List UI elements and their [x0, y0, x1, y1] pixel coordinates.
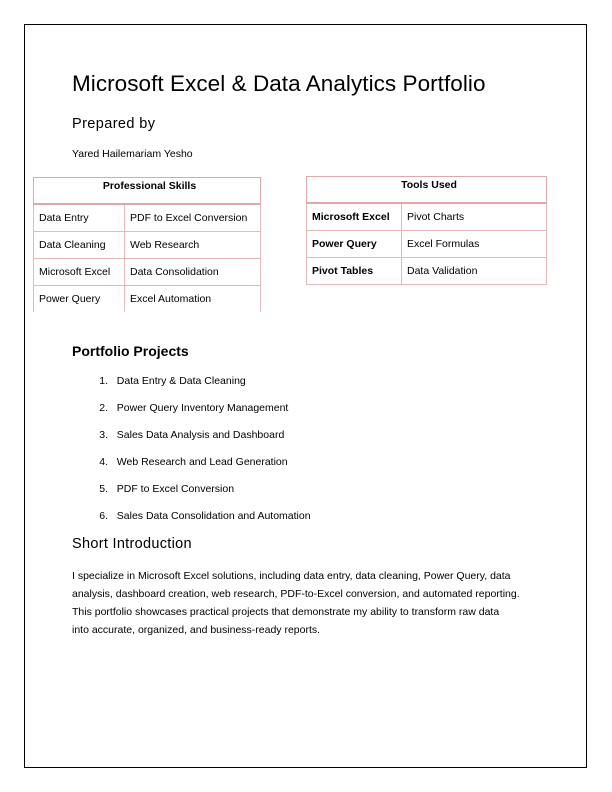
list-number: 3.: [99, 429, 108, 441]
table-row: [307, 257, 547, 284]
list-item-text: Web Research and Lead Generation: [116, 456, 288, 468]
list-item-text: Power Query Inventory Management: [116, 402, 289, 414]
table-cell: Pivot Tables: [307, 257, 402, 284]
paragraph-line: This portfolio showcases practical projects that demonstrate my ability to transform raw data: [72, 606, 500, 618]
table-cell: Microsoft Excel: [34, 258, 125, 285]
table-cell: Microsoft Excel: [307, 203, 402, 231]
table-cell: Data Validation: [402, 257, 547, 284]
table-row: [34, 231, 261, 258]
list-item-text: Sales Data Analysis and Dashboard: [116, 429, 285, 441]
tools-used-table: [306, 176, 547, 285]
table-cell: Data Consolidation: [125, 258, 261, 285]
table-cell: Excel Formulas: [402, 230, 547, 257]
author-name: Yared Hailemariam Yesho: [72, 148, 193, 160]
project-list: [72, 374, 311, 536]
table-cell: Excel Automation: [125, 285, 261, 312]
list-item: [72, 455, 311, 482]
table-row: [307, 203, 547, 231]
list-item: [72, 509, 311, 536]
list-item: [72, 428, 311, 455]
tools-used-header: Tools Used: [307, 177, 547, 203]
table-cell: Data Entry: [34, 204, 125, 232]
table-cell: Power Query: [34, 285, 125, 312]
list-item-text: Sales Data Consolidation and Automation: [116, 510, 311, 522]
document-title: Microsoft Excel & Data Analytics Portfolio: [72, 71, 486, 96]
table-row: [307, 230, 547, 257]
paragraph-line: analysis, dashboard creation, web research, PDF-to-Excel conversion, and automated reporting.: [72, 588, 520, 600]
table-cell: Data Cleaning: [34, 231, 125, 258]
table-row: [34, 258, 261, 285]
professional-skills-table: [33, 177, 261, 312]
list-number: 4.: [99, 456, 108, 468]
list-item: [72, 482, 311, 509]
paragraph-line: I specialize in Microsoft Excel solutions, including data entry, data cleaning, Power Query, data: [72, 570, 511, 582]
list-item: [72, 374, 311, 401]
prepared-by-heading: Prepared by: [72, 116, 156, 132]
short-introduction-heading: Short Introduction: [72, 536, 192, 552]
table-row: [34, 285, 261, 312]
table-cell: Power Query: [307, 230, 402, 257]
table-cell: Pivot Charts: [402, 203, 547, 231]
introduction-paragraph: [72, 567, 542, 639]
list-number: 6.: [99, 510, 108, 522]
portfolio-projects-heading: Portfolio Projects: [72, 343, 189, 359]
list-item: [72, 401, 311, 428]
list-number: 5.: [99, 483, 108, 495]
table-cell: PDF to Excel Conversion: [125, 204, 261, 232]
table-cell: Web Research: [125, 231, 261, 258]
list-item-text: Data Entry & Data Cleaning: [116, 375, 246, 387]
list-number: 1.: [99, 375, 108, 387]
table-row: [34, 204, 261, 232]
list-item-text: PDF to Excel Conversion: [116, 483, 235, 495]
list-number: 2.: [99, 402, 108, 414]
professional-skills-header: Professional Skills: [34, 178, 261, 204]
paragraph-line: into accurate, organized, and business-ready reports.: [72, 624, 321, 636]
